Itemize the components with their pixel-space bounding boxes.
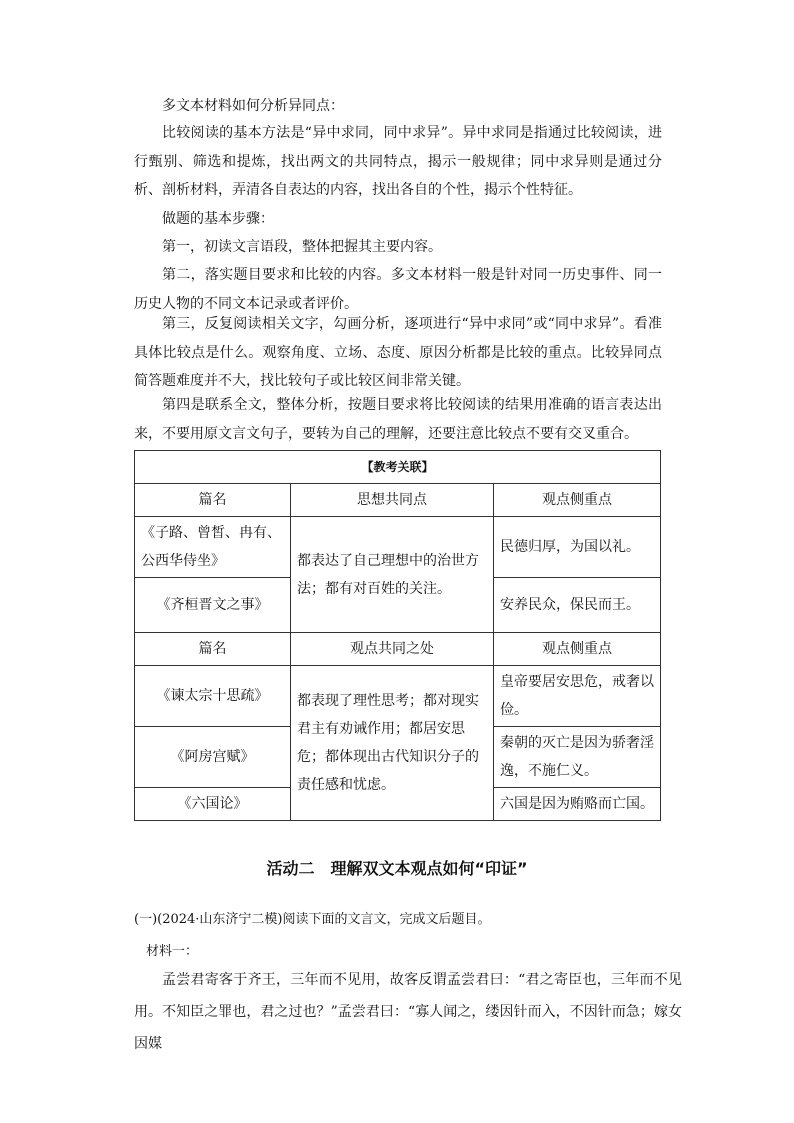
header-focus: 观点侧重点 bbox=[494, 633, 661, 666]
header-common: 观点共同之处 bbox=[291, 633, 494, 666]
step-three: 第三，反复阅读相关文字，勾画分析，逐项进行“异中求同”或“同中求异”。看准具体比较点是什么。观察角度、立场、态度、原因分析都是比较的重点。比较异同点简答题难度并不大，找比较句子或比较区间非常关键。 bbox=[134, 316, 662, 389]
focus-point: 安养民众，保民而王。 bbox=[494, 578, 661, 633]
intro-method-paragraph: 比较阅读的基本方法是“异中求同，同中求异”。异中求同是指通过比较阅读，进行甄别、筛选和提炼，找出两文的共同特点，揭示一般规律；同中求异则是通过分析、剖析材料，弄清各自表达的内容，找出各自的个性，揭示个性特征。 bbox=[134, 125, 662, 198]
material-label: 材料一： bbox=[146, 944, 199, 959]
table-row bbox=[135, 666, 661, 727]
focus-point: 皇帝要居安思危，戒奢以俭。 bbox=[494, 666, 661, 727]
table-header-row bbox=[135, 484, 661, 517]
steps-heading: 做题的基本步骤： bbox=[162, 211, 274, 227]
work-title: 《六国论》 bbox=[135, 788, 291, 821]
work-title: 《齐桓晋文之事》 bbox=[135, 578, 291, 633]
table-caption-row bbox=[135, 451, 661, 484]
work-title: 《子路、曾皙、冉有、公西华侍坐》 bbox=[135, 517, 291, 578]
table-header-row bbox=[135, 633, 661, 666]
comparison-table bbox=[134, 450, 661, 821]
work-title: 《谏太宗十思疏》 bbox=[135, 666, 291, 727]
activity-title: 活动二 理解双文本观点如何“印证” bbox=[266, 859, 528, 878]
table-row bbox=[135, 517, 661, 578]
step-one: 第一，初读文言语段，整体把握其主要内容。 bbox=[162, 239, 442, 255]
focus-point: 六国是因为贿赂而亡国。 bbox=[494, 788, 661, 821]
work-title: 《阿房宫赋》 bbox=[135, 727, 291, 788]
question-source: (一)(2024·山东济宁二模)阅读下面的文言文，完成文后题目。 bbox=[134, 912, 491, 927]
step-four: 第四是联系全文，整体分析，按题目要求将比较阅读的结果用准确的语言表达出来，不要用原文言文句子，要转为自己的理解，还要注意比较点不要有交叉重合。 bbox=[134, 397, 662, 442]
header-common: 思想共同点 bbox=[291, 484, 494, 517]
material-text: 孟尝君寄客于齐王，三年而不见用，故客反谓孟尝君曰：“君之寄臣也，三年而不见用。不知臣之罪也，君之过也？”孟尝君曰：“寡人闻之，缕因针而入，不因针而急；嫁女因媒 bbox=[134, 972, 682, 1052]
common-ideas: 都表达了自己理想中的治世方法；都有对百姓的关注。 bbox=[291, 517, 494, 633]
common-ideas: 都表现了理性思考；都对现实君主有劝诫作用；都居安思危；都体现出古代知识分子的责任感和忧虑。 bbox=[291, 666, 494, 821]
step-two: 第二，落实题目要求和比较的内容。多文本材料一般是针对同一历史事件、同一历史人物的不同文本记录或者评价。 bbox=[134, 267, 662, 312]
focus-point: 秦朝的灭亡是因为骄奢淫逸，不施仁义。 bbox=[494, 727, 661, 788]
table-caption: 【教考关联】 bbox=[135, 451, 661, 484]
intro-heading: 多文本材料如何分析异同点： bbox=[162, 98, 344, 114]
header-title: 篇名 bbox=[135, 633, 291, 666]
focus-point: 民德归厚，为国以礼。 bbox=[494, 517, 661, 578]
header-title: 篇名 bbox=[135, 484, 291, 517]
header-focus: 观点侧重点 bbox=[494, 484, 661, 517]
